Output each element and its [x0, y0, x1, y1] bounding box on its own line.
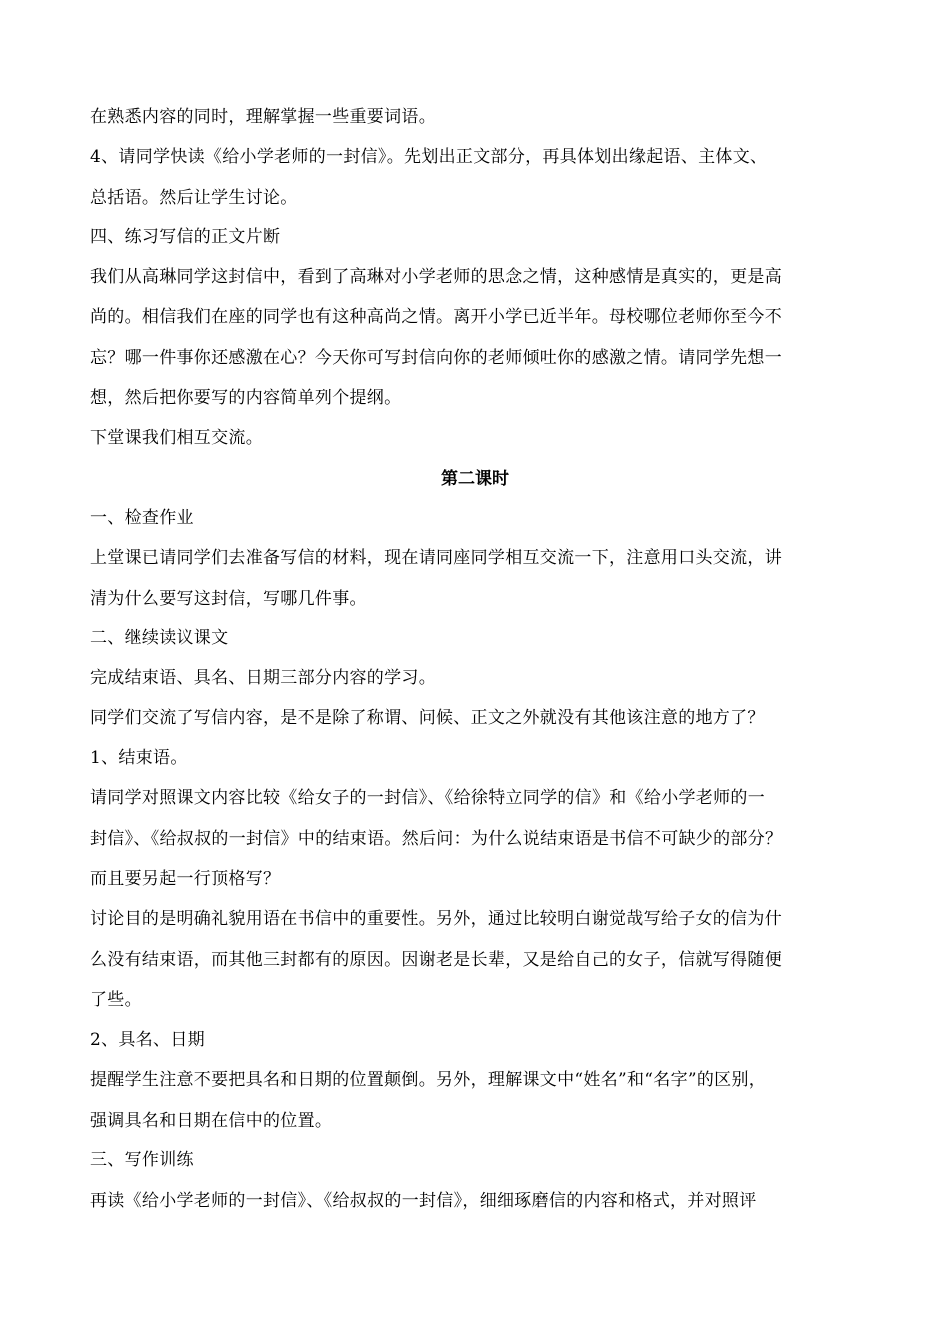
section-heading: 四、练习写信的正文片断: [90, 227, 281, 247]
text-line: 么没有结束语，而其他三封都有的原因。因谢老是长辈，又是给自己的女子，信就写得随便: [90, 950, 782, 970]
text-line: 讨论目的是明确礼貌用语在书信中的重要性。另外，通过比较明白谢觉哉写给子女的信为什: [90, 909, 782, 929]
sub-heading: 2、具名、日期: [90, 1030, 205, 1050]
text-line: 再读《给小学老师的一封信》、《给叔叔的一封信》，细细琢磨信的内容和格式，并对照评: [90, 1191, 757, 1211]
text-line: 4、请同学快读《给小学老师的一封信》。先划出正文部分，再具体划出缘起语、主体文、: [90, 147, 768, 167]
sub-heading: 1、结束语。: [90, 748, 188, 768]
text-line: 总括语。然后让学生讨论。: [90, 188, 298, 208]
text-line: 了些。: [90, 990, 142, 1010]
text-line: 请同学对照课文内容比较《给女子的一封信》、《给徐特立同学的信》和《给小学老师的一: [90, 788, 765, 808]
text-line: 清为什么要写这封信，写哪几件事。: [90, 589, 367, 609]
text-line: 上堂课已请同学们去准备写信的材料，现在请同座同学相互交流一下，注意用口头交流，讲: [90, 548, 782, 568]
text-line: 忘？哪一件事你还感激在心？今天你可写封信向你的老师倾吐你的感激之情。请同学先想一: [90, 348, 782, 368]
section-heading: 三、写作训练: [90, 1150, 194, 1170]
section-heading: 二、继续读议课文: [90, 628, 229, 648]
text-line: 我们从高琳同学这封信中，看到了高琳对小学老师的思念之情，这种感情是真实的，更是高: [90, 267, 782, 287]
text-line: 尚的。相信我们在座的同学也有这种高尚之情。离开小学已近半年。母校哪位老师你至今不: [90, 307, 782, 327]
text-line: 封信》、《给叔叔的一封信》中的结束语。然后问：为什么说结束语是书信不可缺少的部分？: [90, 829, 783, 849]
text-line: 想，然后把你要写的内容简单列个提纲。: [90, 388, 402, 408]
text-line: 下堂课我们相互交流。: [90, 428, 263, 448]
section-title: 第二课时: [441, 469, 509, 489]
text-line: 同学们交流了写信内容，是不是除了称谓、问候、正文之外就没有其他该注意的地方了？: [90, 708, 765, 728]
section-heading: 一、检查作业: [90, 508, 194, 528]
text-line: 而且要另起一行顶格写？: [90, 869, 281, 889]
text-line: 完成结束语、具名、日期三部分内容的学习。: [90, 668, 436, 688]
text-line: 在熟悉内容的同时，理解掌握一些重要词语。: [90, 107, 436, 127]
text-line: 强调具名和日期在信中的位置。: [90, 1111, 333, 1131]
text-line: 提醒学生注意不要把具名和日期的位置颠倒。另外，理解课文中“姓名”和“名字”的区别，: [90, 1070, 767, 1090]
